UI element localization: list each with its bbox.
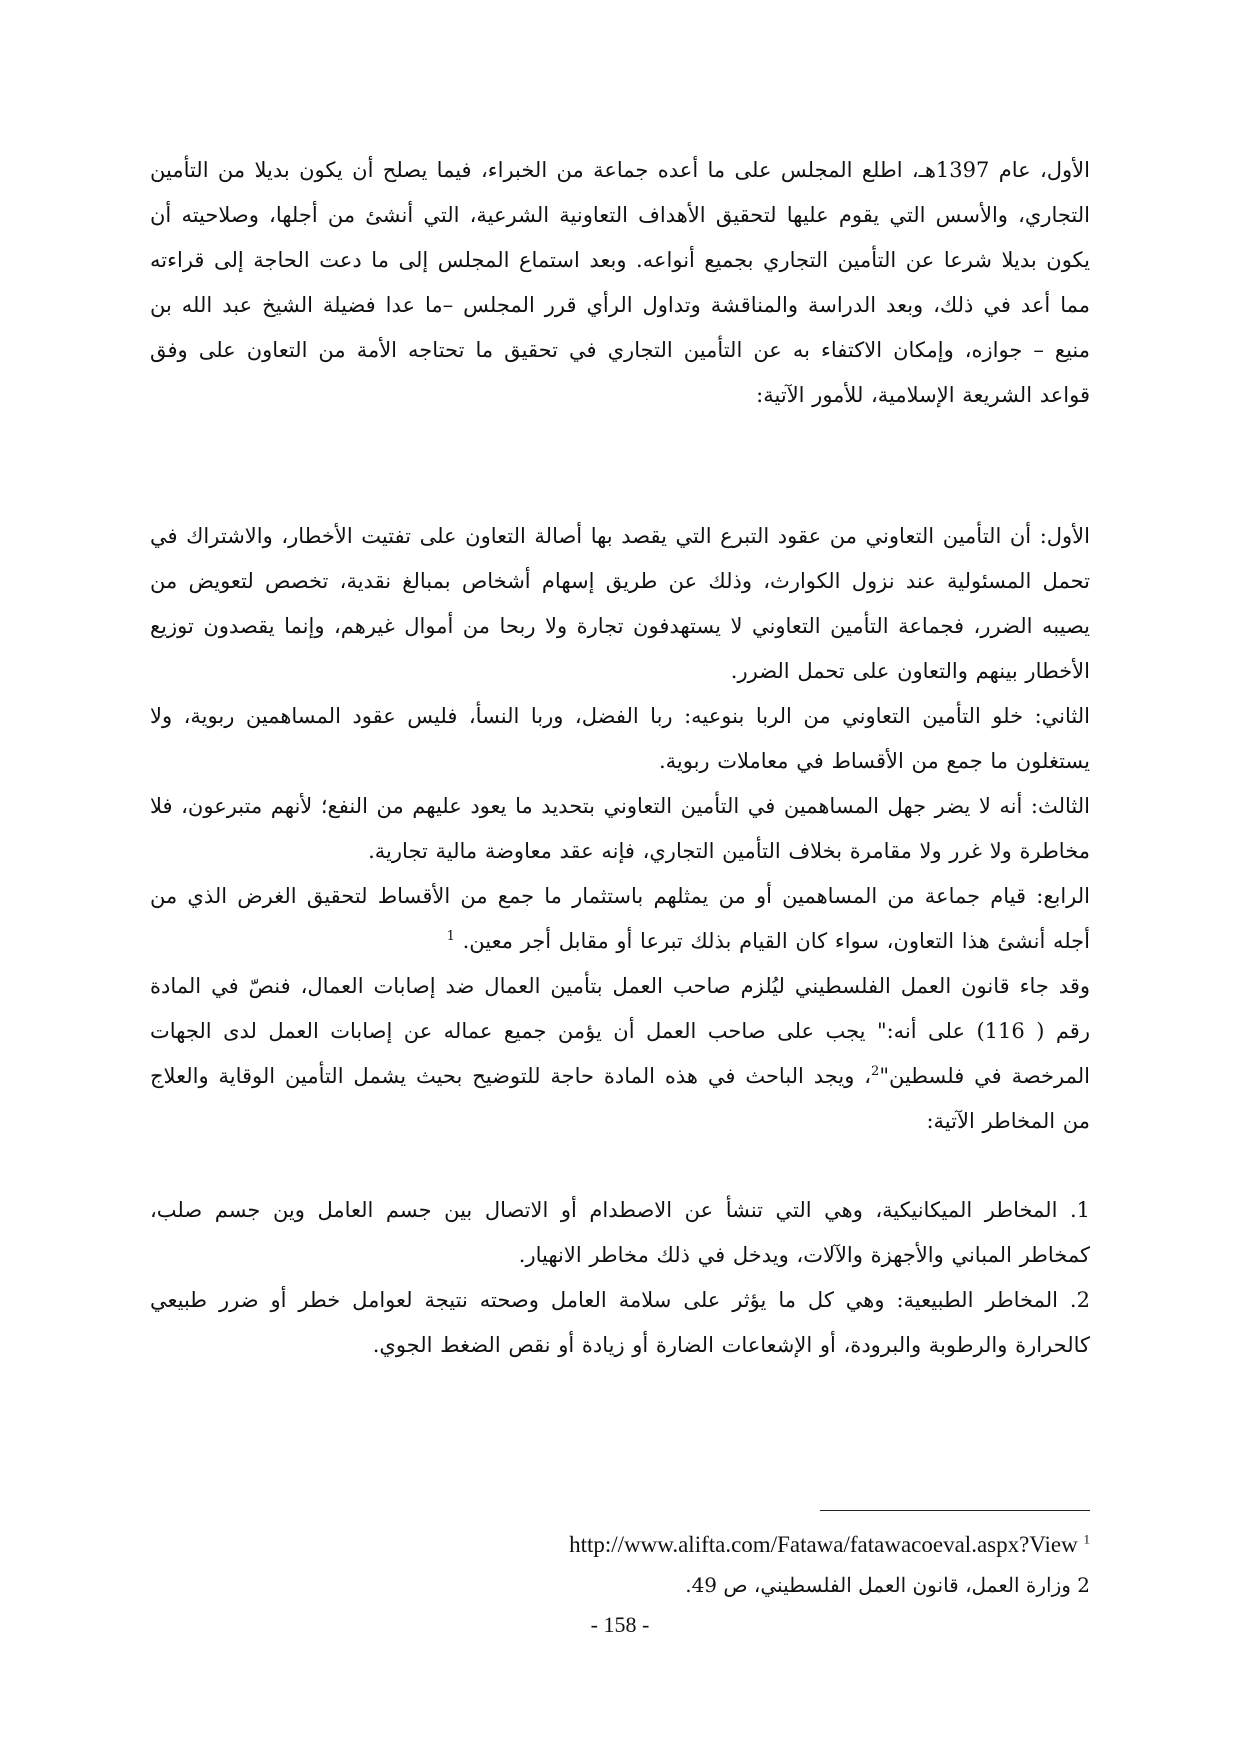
footnote-ref-1: 1 bbox=[446, 929, 455, 944]
paragraph-labor-law bbox=[150, 964, 1090, 1144]
page-number: - 158 - bbox=[590, 1612, 650, 1637]
footnote-ref-2: 2 bbox=[871, 1064, 880, 1079]
body-text bbox=[150, 148, 1090, 1368]
footnote-1-url: http://www.alifta.com/Fatawa/fatawacoeval.aspx?View bbox=[569, 1532, 1078, 1557]
paragraph-council-decision: الأول، عام 1397هـ، اطلع المجلس على ما أعده جماعة من الخبراء، فيما يصلح أن يكون بديلا من التأمين التجاري، والأسس التي يقوم عليها لتحقيق الأهداف التعاونية الشرعية، التي أنشئ من أجلها، وصلاحيته أن يكون بديلا شرعا عن التأمين التجاري بجميع أنواعه. وبعد استماع المجلس إلى ما دعت الحاجة إلى قراءته مما أعد في ذلك، وبعد الدراسة والمناقشة وتداول الرأي قرر المجلس –ما عدا فضيلة الشيخ عبد الله بن منيع – جوازه، وإمكان الاكتفاء به عن التأمين التجاري في تحقيق ما تحتاجه الأمة من التعاون على وفق قواعد الشريعة الإسلامية، للأمور الآتية: bbox=[150, 158, 1090, 407]
paragraph-second-reason: الثاني: خلو التأمين التعاوني من الربا بنوعيه: ربا الفضل، وربا النسأ، فليس عقود المساهمين ربوية، ولا يستغلون ما جمع من الأقساط في معاملات ربوية. bbox=[150, 704, 1090, 773]
labor-law-text-b: ، ويجد الباحث في هذه المادة حاجة للتوضيح بحيث يشمل التأمين الوقاية والعلاج من المخاطر الآتية: bbox=[150, 1064, 1090, 1133]
footnote-2: 2 وزارة العمل، قانون العمل الفلسطيني، ص 49. bbox=[685, 1573, 1090, 1597]
paragraph-first-reason: الأول: أن التأمين التعاوني من عقود التبرع التي يقصد بها أصالة التعاون على تفتيت الأخطار، والاشتراك في تحمل المسئولية عند نزول الكوارث، وذلك عن طريق إسهام أشخاص بمبالغ نقدية، تخصص لتعويض من يصيبه الضرر، فجماعة التأمين التعاوني لا يستهدفون تجارة ولا ربحا من أموال غيرهم، وإنما يقصدون توزيع الأخطار بينهم والتعاون على تحمل الضرر. bbox=[150, 524, 1090, 683]
list-item-natural-risks: 2. المخاطر الطبيعية: وهي كل ما يؤثر على سلامة العامل وصحته نتيجة لعوامل خطر أو ضرر طبيعي كالحرارة والرطوبة والبرودة، أو الإشعاعات الضارة أو زيادة أو نقص الضغط الجوي. bbox=[150, 1288, 1090, 1357]
footnote-1 bbox=[150, 1525, 1090, 1565]
labor-law-text-a: وقد جاء قانون العمل الفلسطيني ليُلزم صاحب العمل بتأمين العمال ضد إصابات العمال، فنصّ في المادة رقم ( 116) على أنه:" يجب على صاحب العمل أن يؤمن جميع عماله عن إصابات العمل لدى الجهات المرخصة في فلسطين" bbox=[150, 974, 1090, 1088]
fourth-reason-text: الرابع: قيام جماعة من المساهمين أو من يمثلهم باستثمار ما جمع من الأقساط لتحقيق الغرض الذي من أجله أنشئ هذا التعاون، سواء كان القيام بذلك تبرعا أو مقابل أجر معين. bbox=[150, 884, 1090, 953]
paragraph-spacer bbox=[150, 1144, 1090, 1188]
list-item-mechanical-risks: 1. المخاطر الميكانيكية، وهي التي تنشأ عن الاصطدام أو الاتصال بين جسم العامل وين جسم صلب، كمخاطر المباني والأجهزة والآلات، ويدخل في ذلك مخاطر الانهيار. bbox=[150, 1198, 1090, 1267]
footnotes bbox=[150, 1510, 1090, 1605]
footnote-1-mark: 1 bbox=[1083, 1531, 1090, 1547]
paragraph-fourth-reason bbox=[150, 874, 1090, 964]
paragraph-spacer bbox=[150, 418, 1090, 514]
paragraph-third-reason: الثالث: أنه لا يضر جهل المساهمين في التأمين التعاوني بتحديد ما يعود عليهم من النفع؛ لأنهم متبرعون، فلا مخاطرة ولا غرر ولا مقامرة بخلاف التأمين التجاري، فإنه عقد معاوضة مالية تجارية. bbox=[150, 794, 1090, 863]
footnote-separator bbox=[820, 1510, 1090, 1511]
